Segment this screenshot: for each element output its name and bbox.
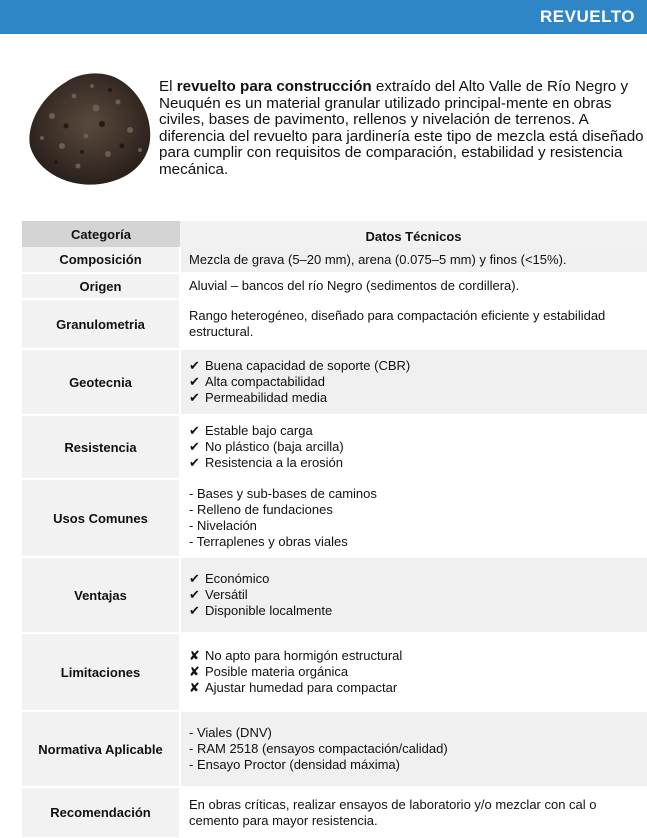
check-icon: ✔	[189, 603, 200, 618]
row-label: Usos Comunes	[22, 479, 180, 557]
check-icon: ✔	[189, 439, 200, 454]
table-row	[22, 787, 647, 837]
row-label: Granulometria	[22, 299, 180, 349]
page-title: REVUELTO	[540, 7, 635, 26]
soil-pile-image	[22, 66, 154, 188]
row-value: En obras críticas, realizar ensayos de laboratorio y/o mezclar con cal o cemento para mayor resistencia.	[180, 787, 647, 837]
table-row	[22, 247, 647, 273]
row-value: Aluvial – bancos del río Negro (sedimentos de cordillera).	[180, 273, 647, 299]
cross-icon: ✘	[189, 664, 200, 679]
technical-data-table	[22, 221, 647, 837]
row-value: ✔ Buena capacidad de soporte (CBR) ✔ Alta compactabilidad ✔ Permeabilidad media	[180, 349, 647, 415]
row-label: Normativa Aplicable	[22, 711, 180, 787]
cross-icon: ✘	[189, 680, 200, 695]
check-icon: ✔	[189, 390, 200, 405]
row-label: Resistencia	[22, 415, 180, 479]
check-icon: ✔	[189, 455, 200, 470]
row-value: Rango heterogéneo, diseñado para compactación eficiente y estabilidad estructural.	[180, 299, 647, 349]
table-row	[22, 633, 647, 711]
check-icon: ✔	[189, 358, 200, 373]
check-icon: ✔	[189, 571, 200, 586]
table-row	[22, 299, 647, 349]
row-value: ✔ Estable bajo carga ✔ No plástico (baja arcilla) ✔ Resistencia a la erosión	[180, 415, 647, 479]
table-row	[22, 349, 647, 415]
intro-bold-term: revuelto para construcción	[176, 78, 372, 95]
row-label: Geotecnia	[22, 349, 180, 415]
header-bar	[0, 0, 647, 34]
row-label: Limitaciones	[22, 633, 180, 711]
table-row	[22, 273, 647, 299]
table-row	[22, 557, 647, 633]
table-row	[22, 415, 647, 479]
check-icon: ✔	[189, 423, 200, 438]
table-row	[22, 479, 647, 557]
table-row	[22, 711, 647, 787]
header-category: Categoría	[22, 221, 180, 247]
cross-icon: ✘	[189, 648, 200, 663]
row-value: ✘ No apto para hormigón estructural ✘ Posible materia orgánica ✘ Ajustar humedad para compactar	[180, 633, 647, 711]
row-value: ✔ Económico ✔ Versátil ✔ Disponible localmente	[180, 557, 647, 633]
row-label: Composición	[22, 247, 180, 273]
check-icon: ✔	[189, 374, 200, 389]
row-value: Mezcla de grava (5–20 mm), arena (0.075–5 mm) y finos (<15%).	[180, 247, 647, 273]
row-value: - Bases y sub-bases de caminos - Relleno de fundaciones - Nivelación - Terraplenes y obras viales	[180, 479, 647, 557]
header-data: Datos Técnicos	[180, 221, 647, 247]
row-label: Origen	[22, 273, 180, 299]
intro-paragraph: El revuelto para construcción extraído del Alto Valle de Río Negro y Neuquén es un material granular utilizado principal-mente en obras civiles, bases de pavimento, rellenos y nivelación de terrenos. A diferencia del revuelto para jardinería este tipo de mezcla está diseñado para cumplir con requisitos de comparación, estabilidad y resistencia mecánica.	[159, 78, 644, 178]
row-value: - Viales (DNV) - RAM 2518 (ensayos compactación/calidad) - Ensayo Proctor (densidad máxima)	[180, 711, 647, 787]
row-label: Recomendación	[22, 787, 180, 837]
table-header-row	[22, 221, 647, 247]
row-label: Ventajas	[22, 557, 180, 633]
check-icon: ✔	[189, 587, 200, 602]
